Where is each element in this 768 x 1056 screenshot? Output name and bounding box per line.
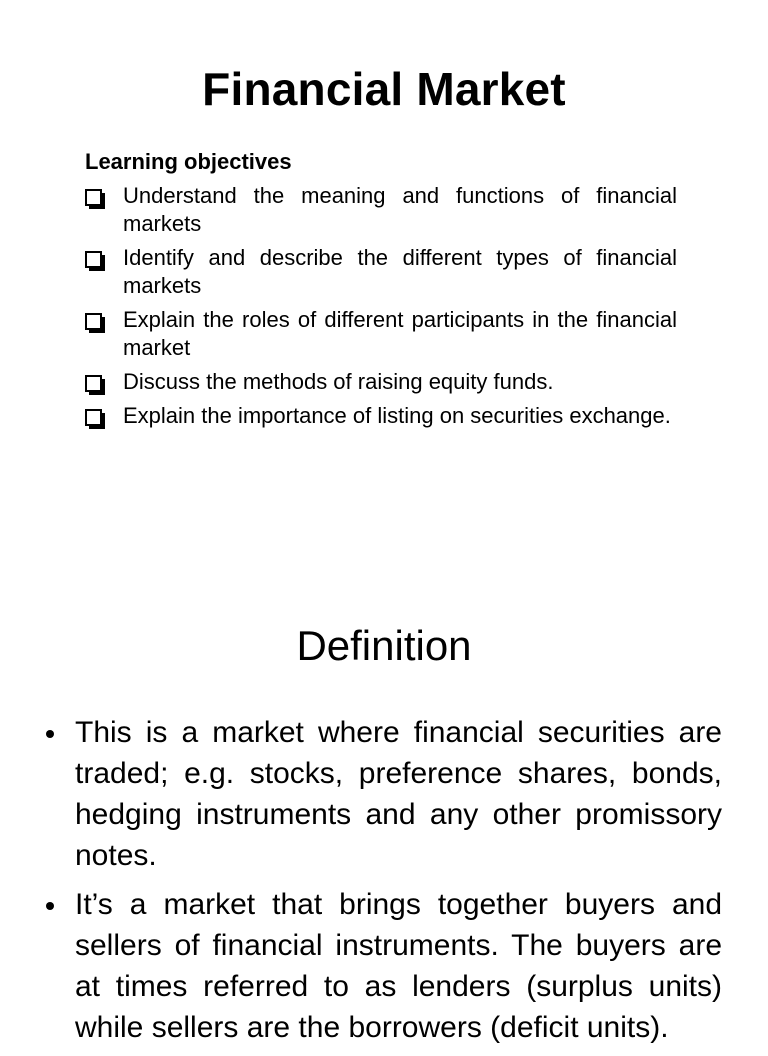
objective-text: Understand the meaning and functions of financial markets bbox=[123, 183, 677, 236]
objective-item bbox=[85, 368, 677, 396]
objective-item bbox=[85, 244, 677, 300]
definition-bullet bbox=[44, 712, 722, 876]
objectives-list bbox=[85, 182, 677, 436]
objective-text: Identify and describe the different types of financial markets bbox=[123, 245, 677, 298]
learning-objectives-heading: Learning objectives bbox=[85, 149, 292, 174]
objective-text: Explain the roles of different participants in the financial market bbox=[123, 307, 677, 360]
bullet-text: This is a market where financial securities are traded; e.g. stocks, preference shares, bonds, hedging instruments and any other promissory notes. bbox=[75, 716, 722, 872]
bullet-text: It’s a market that brings together buyers and sellers of financial instruments. The buyers are at times referred to as lenders (surplus units) while sellers are the borrowers (deficit units). bbox=[75, 888, 722, 1044]
checkbox-bullet-icon bbox=[85, 313, 102, 330]
slide-title: Definition bbox=[296, 622, 472, 669]
checkbox-bullet-icon bbox=[85, 189, 102, 206]
objective-text: Explain the importance of listing on securities exchange. bbox=[123, 403, 671, 428]
slide-title: Financial Market bbox=[202, 63, 566, 115]
bullet-dot-icon bbox=[46, 902, 54, 910]
bullet-dot-icon bbox=[46, 730, 54, 738]
checkbox-bullet-icon bbox=[85, 409, 102, 426]
checkbox-bullet-icon bbox=[85, 375, 102, 392]
checkbox-bullet-icon bbox=[85, 251, 102, 268]
slide-definition bbox=[0, 560, 768, 1044]
objective-item bbox=[85, 306, 677, 362]
objective-item bbox=[85, 402, 677, 430]
objective-item bbox=[85, 182, 677, 238]
definition-bullet-list bbox=[44, 712, 722, 1056]
objective-text: Discuss the methods of raising equity funds. bbox=[123, 369, 554, 394]
definition-bullet bbox=[44, 884, 722, 1048]
